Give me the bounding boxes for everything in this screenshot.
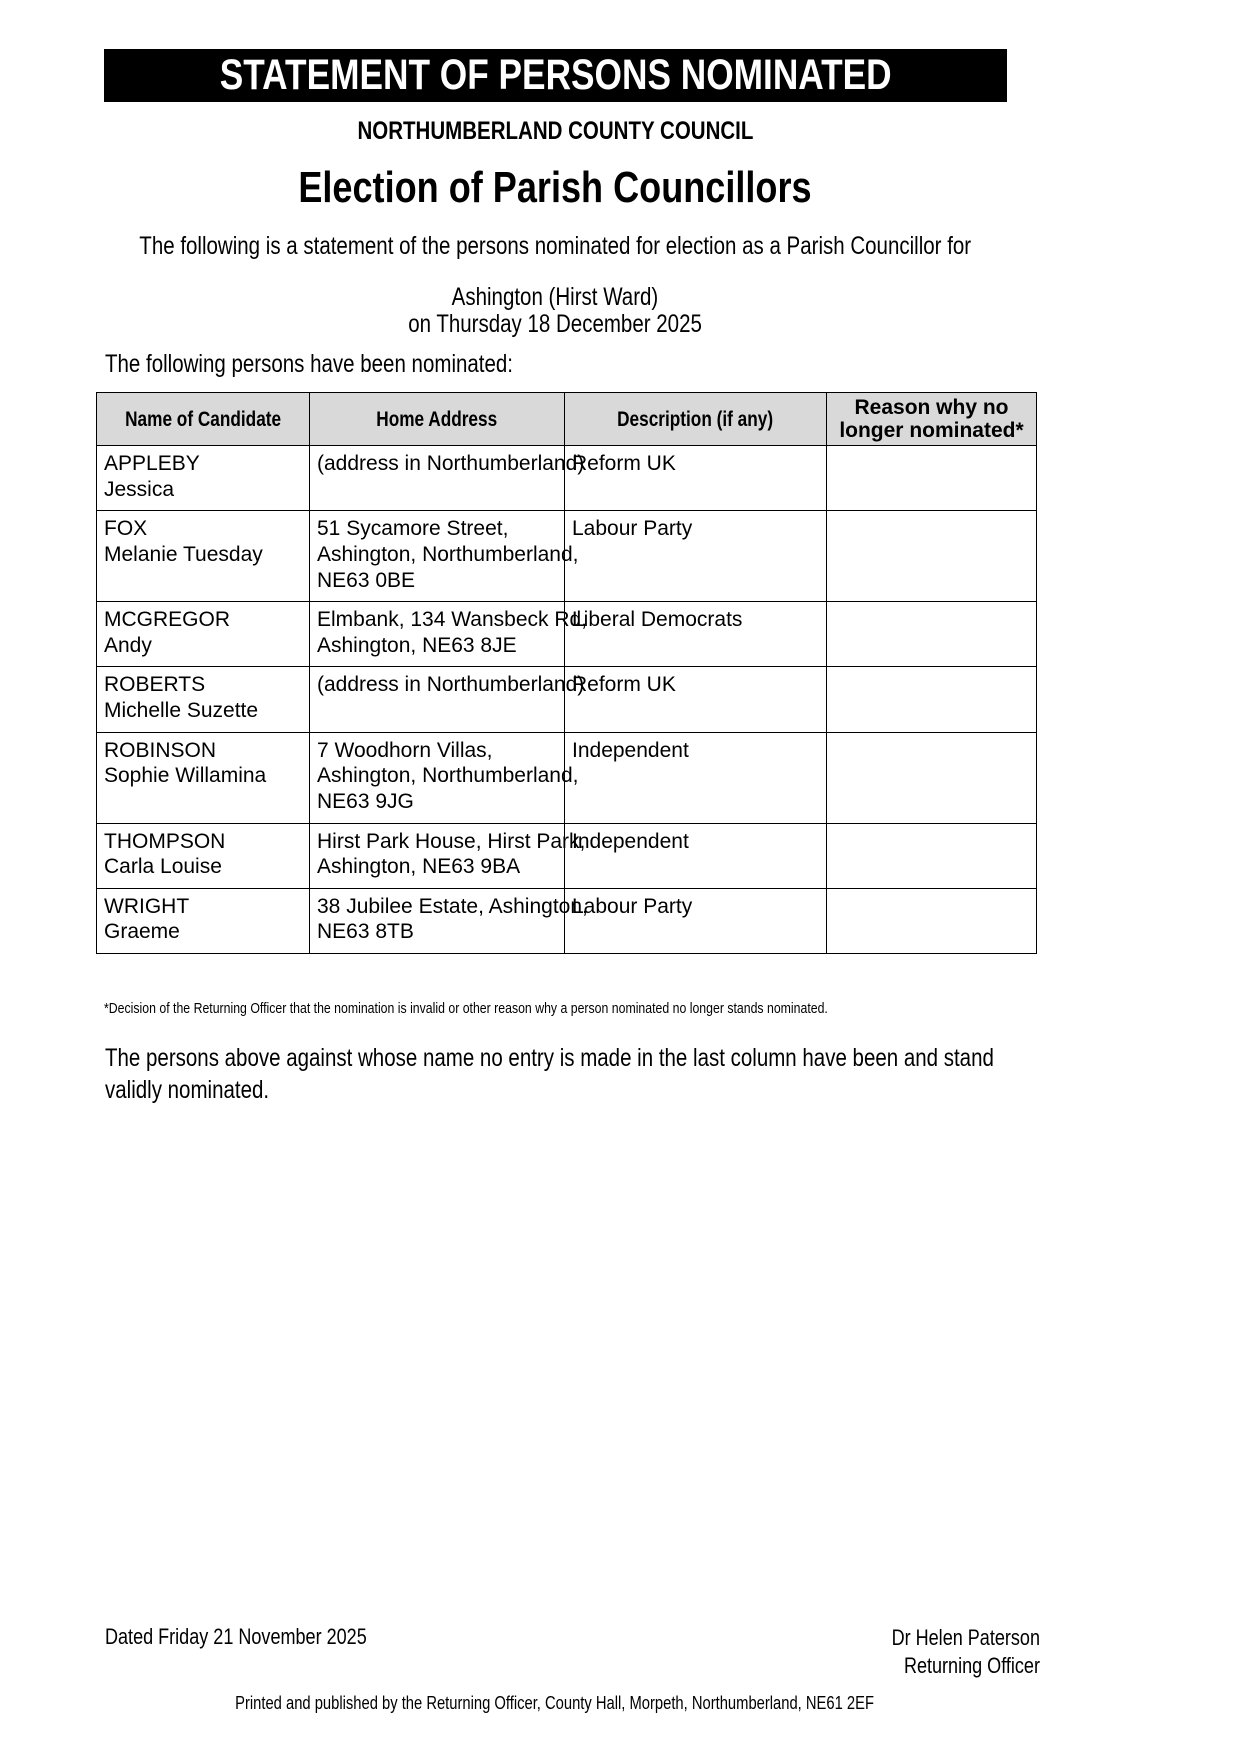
cell-reason <box>827 667 1037 732</box>
cell-home-address <box>310 602 588 667</box>
address-line: NE63 0BE <box>317 568 416 592</box>
candidate-surname: APPLEBY <box>104 452 200 476</box>
candidate-surname: THOMPSON <box>104 829 226 853</box>
address-line: Ashington, NE63 9BA <box>317 855 521 879</box>
ward-name: Ashington (Hirst Ward) <box>451 283 659 311</box>
cell-home-address <box>310 667 585 732</box>
candidate-surname: MCGREGOR <box>104 608 230 632</box>
cell-home-address <box>310 888 588 953</box>
table-row <box>97 667 1037 732</box>
cell-description: Independent <box>565 732 827 823</box>
candidate-surname: ROBERTS <box>104 673 206 697</box>
cell-candidate-name <box>97 732 310 823</box>
cell-candidate-name <box>97 602 310 667</box>
cell-candidate-name <box>97 888 310 953</box>
cell-candidate-name <box>97 511 310 602</box>
candidate-forenames: Jessica <box>104 477 175 501</box>
candidate-surname: WRIGHT <box>104 894 190 918</box>
table-header-row <box>97 393 1037 446</box>
cell-reason <box>827 602 1037 667</box>
footnote: *Decision of the Returning Officer that the nomination is invalid or other reason why a person nominated no longer stands nominated. <box>104 1000 828 1017</box>
cell-reason <box>827 823 1037 888</box>
column-header-name: Name of Candidate <box>97 393 310 446</box>
cell-reason <box>827 732 1037 823</box>
candidate-forenames: Carla Louise <box>104 855 222 879</box>
printed-by-footer: Printed and published by the Returning Officer, County Hall, Morpeth, Northumberland, NE61 2EF <box>235 1693 875 1713</box>
returning-officer-block <box>859 1624 1040 1680</box>
page-title: STATEMENT OF PERSONS NOMINATED <box>219 51 892 99</box>
address-line: (address in Northumberland) <box>317 673 585 697</box>
page-title-banner <box>104 49 1007 102</box>
cell-home-address <box>310 446 585 511</box>
cell-home-address <box>310 732 579 823</box>
table-row <box>97 446 1037 511</box>
dated-line: Dated Friday 21 November 2025 <box>105 1624 367 1649</box>
candidate-forenames: Graeme <box>104 920 180 944</box>
candidate-forenames: Melanie Tuesday <box>104 543 263 567</box>
officer-name: Dr Helen Paterson <box>891 1625 1040 1650</box>
candidate-surname: FOX <box>104 517 148 541</box>
address-line: Elmbank, 134 Wansbeck Rd, <box>317 608 588 632</box>
table-body <box>97 446 1037 954</box>
candidate-forenames: Andy <box>104 633 152 657</box>
column-header-reason: Reason why no longer nominated* <box>827 393 1037 446</box>
cell-candidate-name <box>97 446 310 511</box>
table-row <box>97 511 1037 602</box>
address-line: 51 Sycamore Street, <box>317 517 509 541</box>
cell-reason <box>827 446 1037 511</box>
address-line: NE63 9JG <box>317 789 414 813</box>
address-line: 38 Jubilee Estate, Ashington, <box>317 894 588 918</box>
address-line: Ashington, NE63 8JE <box>317 633 517 657</box>
candidate-surname: ROBINSON <box>104 738 217 762</box>
table-header <box>97 393 1037 446</box>
council-name: NORTHUMBERLAND COUNTY COUNCIL <box>357 117 753 145</box>
cell-home-address <box>310 823 586 888</box>
nominated-lead-in: The following persons have been nominated: <box>105 350 513 378</box>
candidate-forenames: Sophie Willamina <box>104 764 267 788</box>
cell-description: Labour Party <box>565 888 827 953</box>
candidate-forenames: Michelle Suzette <box>104 699 259 723</box>
cell-description: Reform UK <box>565 667 827 732</box>
intro-statement: The following is a statement of the persons nominated for election as a Parish Councillor for <box>139 232 971 260</box>
cell-candidate-name <box>97 823 310 888</box>
officer-role: Returning Officer <box>903 1653 1040 1679</box>
address-line: (address in Northumberland) <box>317 452 585 476</box>
cell-description: Independent <box>565 823 827 888</box>
cell-candidate-name <box>97 667 310 732</box>
address-line: Ashington, Northumberland, <box>317 543 579 567</box>
table-row <box>97 732 1037 823</box>
address-line: Hirst Park House, Hirst Park, <box>317 829 586 853</box>
cell-reason <box>827 888 1037 953</box>
table-row <box>97 823 1037 888</box>
table-row <box>97 602 1037 667</box>
column-header-description: Description (if any) <box>565 393 827 446</box>
address-line: NE63 8TB <box>317 920 414 944</box>
cell-description: Reform UK <box>565 446 827 511</box>
cell-description: Liberal Democrats <box>565 602 827 667</box>
candidates-table <box>96 392 1037 954</box>
poll-date: on Thursday 18 December 2025 <box>408 310 702 338</box>
election-title: Election of Parish Councillors <box>298 163 812 212</box>
column-header-address: Home Address <box>310 393 565 446</box>
closing-paragraph: The persons above against whose name no entry is made in the last column have been and stand validly nominated. <box>105 1044 994 1104</box>
cell-home-address <box>310 511 579 602</box>
address-line: Ashington, Northumberland, <box>317 764 579 788</box>
address-line: 7 Woodhorn Villas, <box>317 738 493 762</box>
cell-reason <box>827 511 1037 602</box>
cell-description: Labour Party <box>565 511 827 602</box>
table-row <box>97 888 1037 953</box>
